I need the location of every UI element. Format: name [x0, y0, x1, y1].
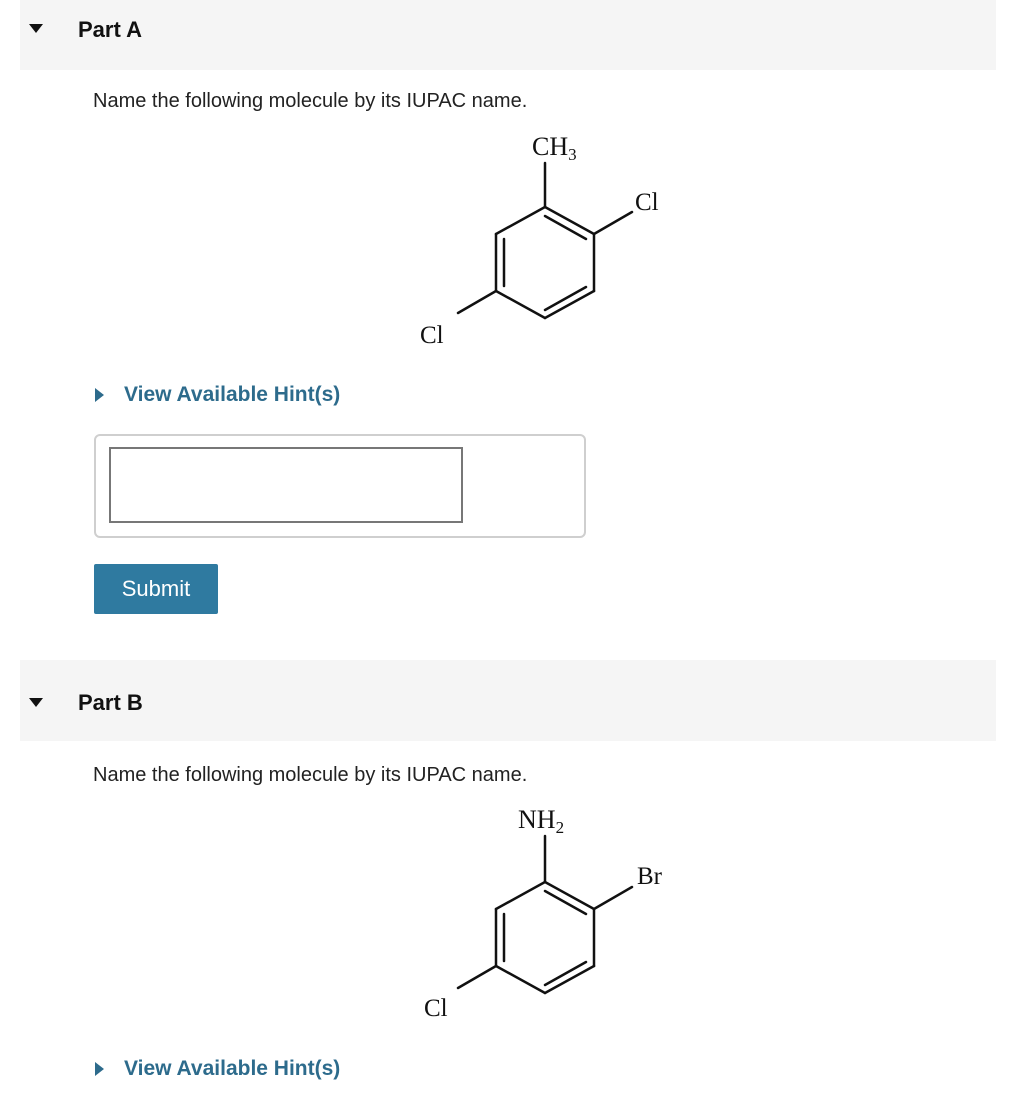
part-a-hint-toggle[interactable]: [93, 383, 340, 407]
caret-right-icon: [95, 388, 104, 402]
benzene-ring: [458, 163, 632, 318]
part-b-molecule-structure: [400, 800, 700, 1050]
part-a-molecule-structure: [400, 125, 700, 375]
part-b-hint-toggle[interactable]: [93, 1057, 340, 1081]
part-a-answer-input[interactable]: [109, 447, 463, 523]
part-a-top-group: CH3: [532, 132, 577, 164]
part-b-top-group: NH2: [518, 805, 565, 837]
part-b-bottom-group: Cl: [424, 995, 448, 1022]
part-a-bottom-group: Cl: [420, 322, 444, 349]
submit-button[interactable]: Submit: [94, 564, 218, 614]
benzene-ring: [458, 836, 632, 993]
part-a-right-group: Cl: [635, 189, 659, 216]
caret-down-icon[interactable]: [29, 698, 43, 707]
part-a-question: Name the following molecule by its IUPAC name.: [93, 90, 528, 112]
part-b-title[interactable]: Part B: [78, 690, 143, 715]
part-b-header[interactable]: [20, 660, 996, 741]
caret-down-icon[interactable]: [29, 24, 43, 33]
part-a-header[interactable]: [20, 0, 996, 70]
part-b-question: Name the following molecule by its IUPAC name.: [93, 764, 528, 786]
part-a-title[interactable]: Part A: [78, 17, 142, 42]
caret-right-icon: [95, 1062, 104, 1076]
part-b-right-group: Br: [637, 863, 662, 890]
part-b-hint-label: View Available Hint(s): [124, 1057, 341, 1080]
part-a-answer-container: [94, 434, 586, 538]
part-a-hint-label: View Available Hint(s): [124, 383, 341, 406]
